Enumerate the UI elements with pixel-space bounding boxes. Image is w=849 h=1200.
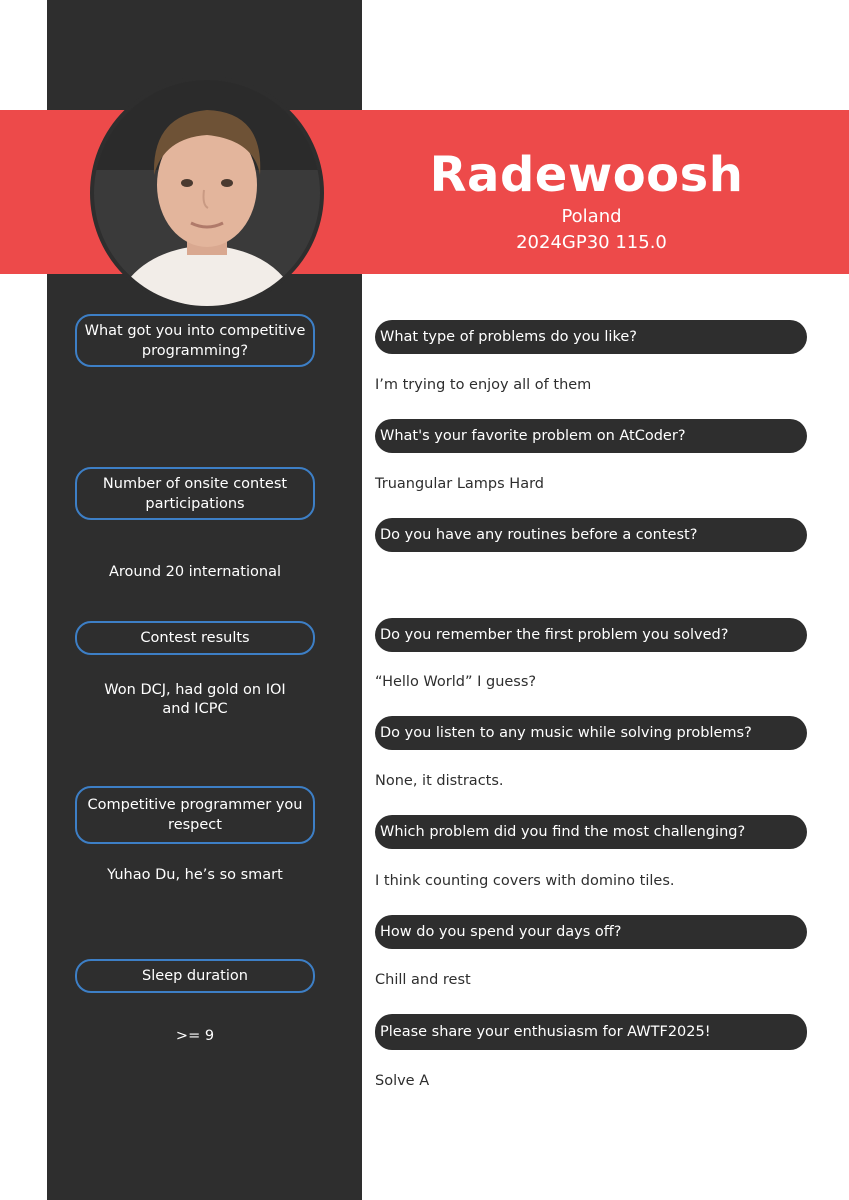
right-question: How do you spend your days off? (375, 915, 807, 949)
right-question: What type of problems do you like? (375, 320, 807, 354)
left-answer: Around 20 international (109, 564, 281, 580)
right-question: Do you remember the first problem you solved? (375, 618, 807, 652)
left-question: Competitive programmer you respect (75, 786, 315, 844)
right-answer: Chill and rest (375, 972, 471, 988)
profile-photo (90, 76, 324, 310)
left-question: Sleep duration (75, 959, 315, 993)
left-answer: >= 9 (175, 1028, 215, 1044)
left-question: What got you into competitive programming? (75, 314, 315, 367)
right-question: Which problem did you find the most challenging? (375, 815, 807, 849)
left-question: Contest results (75, 621, 315, 655)
right-question: Please share your enthusiasm for AWTF2025! (375, 1014, 807, 1050)
right-answer: “Hello World” I guess? (375, 674, 537, 690)
left-answer: Yuhao Du, he’s so smart (107, 867, 283, 883)
right-question: Do you have any routines before a contest? (375, 518, 807, 552)
left-question: Number of onsite contest participations (75, 467, 315, 520)
contestant-country: Poland (561, 206, 622, 227)
right-answer: None, it distracts. (375, 773, 504, 789)
right-answer: I’m trying to enjoy all of them (375, 377, 592, 393)
right-answer: Solve A (375, 1073, 430, 1089)
contestant-name: Radewoosh (429, 147, 744, 203)
right-question: What's your favorite problem on AtCoder? (375, 419, 807, 453)
right-answer: Truangular Lamps Hard (375, 476, 544, 492)
right-question: Do you listen to any music while solving problems? (375, 716, 807, 750)
left-answer: Won DCJ, had gold on IOI and ICPC (104, 682, 286, 717)
right-answer: I think counting covers with domino tiles. (375, 873, 675, 889)
contestant-rating: 2024GP30 115.0 (516, 232, 667, 253)
